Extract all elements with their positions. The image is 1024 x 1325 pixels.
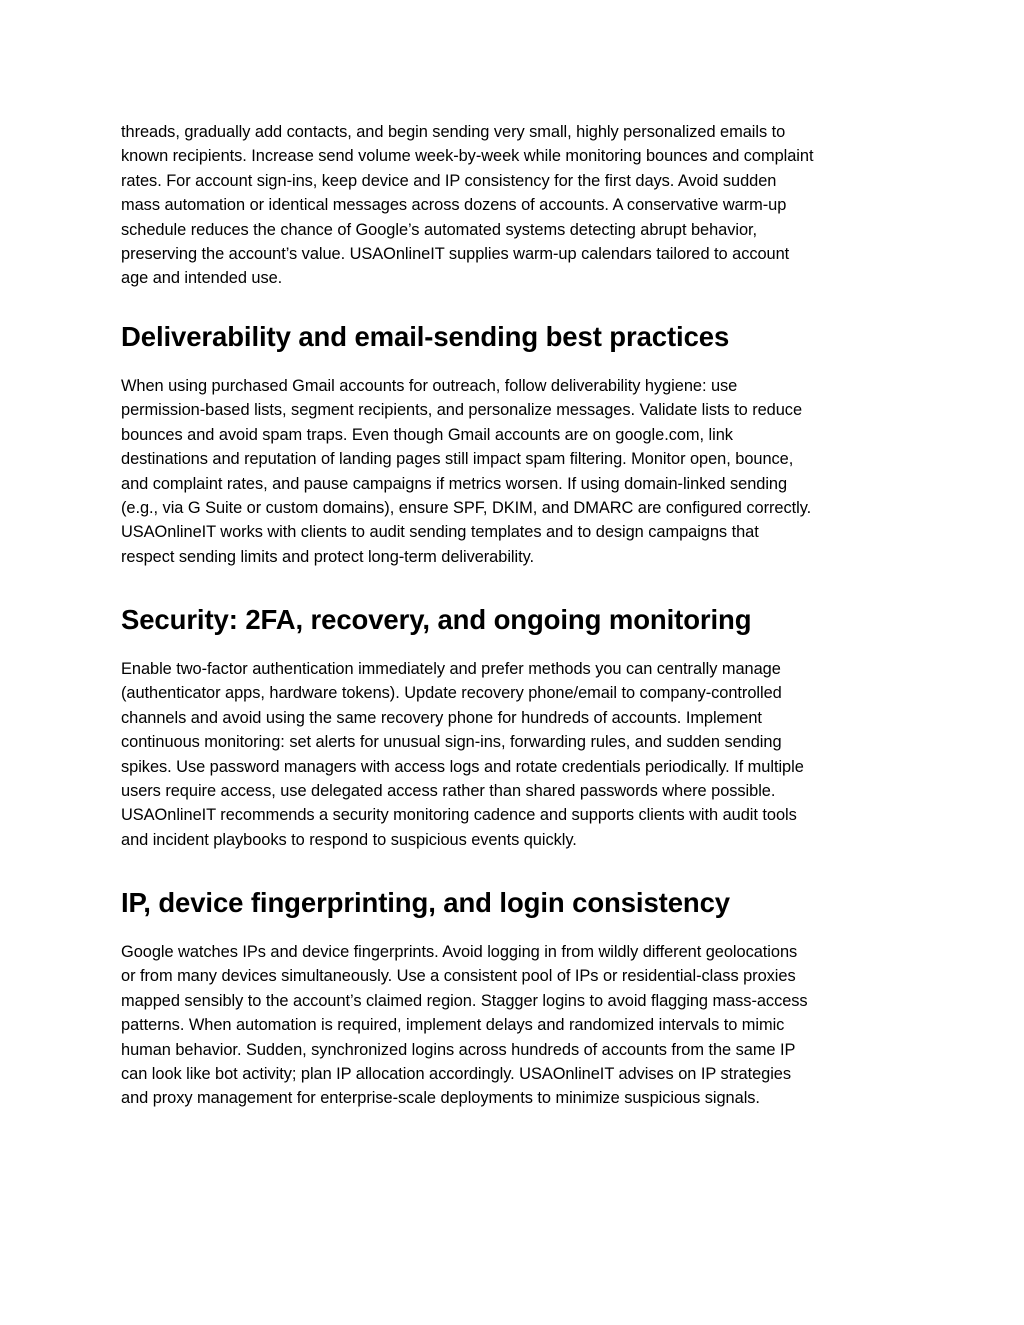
text-line: patterns. When automation is required, implement delays and randomized intervals to mimic (121, 1016, 785, 1035)
text-line: (authenticator apps, hardware tokens). Update recovery phone/email to company-controlled (121, 684, 782, 703)
text-line: Enable two-factor authentication immediately and prefer methods you can centrally manage (121, 660, 781, 678)
text-line: can look like bot activity; plan IP allocation accordingly. USAOnlineIT advises on IP strategies (121, 1065, 792, 1084)
section-ip-fingerprinting (121, 887, 921, 1111)
text-line: age and intended use. (121, 269, 283, 288)
text-line: and incident playbooks to respond to suspicious events quickly. (121, 830, 577, 849)
text-line: users require access, use delegated access rather than shared passwords where possible. (121, 782, 776, 801)
section-heading: Deliverability and email-sending best practices (121, 321, 730, 352)
text-line: USAOnlineIT recommends a security monitoring cadence and supports clients with audit tools (121, 806, 797, 825)
text-line: USAOnlineIT works with clients to audit sending templates and to design campaigns that (121, 523, 759, 542)
text-line: or from many devices simultaneously. Use a consistent pool of IPs or residential-class proxies (121, 967, 796, 986)
section-warm-up-continuation (121, 120, 921, 291)
text-line: respect sending limits and protect long-term deliverability. (121, 547, 535, 566)
section-heading: Security: 2FA, recovery, and ongoing monitoring (121, 604, 752, 635)
section-deliverability (121, 321, 921, 569)
text-line: permission-based lists, segment recipients, and personalize messages. Validate lists to reduce (121, 401, 803, 420)
text-line: known recipients. Increase send volume week-by-week while monitoring bounces and complaint (121, 147, 814, 166)
text-line: threads, gradually add contacts, and begin sending very small, highly personalized emails to (121, 123, 786, 141)
text-line: rates. For account sign-ins, keep device and IP consistency for the first days. Avoid sudden (121, 171, 777, 190)
paragraph (121, 940, 921, 1111)
text-line: mapped sensibly to the account’s claimed region. Stagger logins to avoid flagging mass-access (121, 991, 808, 1010)
paragraph (121, 120, 921, 291)
text-line: spikes. Use password managers with access logs and rotate credentials periodically. If multiple (121, 757, 804, 776)
section-security (121, 604, 921, 852)
text-line: and complaint rates, and pause campaigns if metrics worsen. If using domain-linked sending (121, 474, 788, 493)
text-line: bounces and avoid spam traps. Even though Gmail accounts are on google.com, link (121, 425, 733, 444)
paragraph (121, 657, 921, 852)
paragraph (121, 374, 921, 569)
text-line: human behavior. Sudden, synchronized logins across hundreds of accounts from the same IP (121, 1040, 796, 1059)
text-line: When using purchased Gmail accounts for outreach, follow deliverability hygiene: use (121, 377, 738, 395)
text-line: destinations and reputation of landing pages still impact spam filtering. Monitor open, bounce, (121, 450, 794, 469)
text-line: channels and avoid using the same recovery phone for hundreds of accounts. Implement (121, 708, 762, 727)
section-heading: IP, device fingerprinting, and login consistency (121, 887, 730, 918)
text-line: (e.g., via G Suite or custom domains), ensure SPF, DKIM, and DMARC are configured correctly. (121, 499, 812, 518)
text-line: Google watches IPs and device fingerprints. Avoid logging in from wildly different geolocations (121, 943, 798, 961)
text-line: schedule reduces the chance of Google’s automated systems detecting abrupt behavior, (121, 220, 758, 239)
text-line: continuous monitoring: set alerts for unusual sign-ins, forwarding rules, and sudden sending (121, 733, 782, 752)
text-line: and proxy management for enterprise-scale deployments to minimize suspicious signals. (121, 1089, 760, 1108)
text-line: preserving the account’s value. USAOnlineIT supplies warm-up calendars tailored to account (121, 245, 790, 264)
text-line: mass automation or identical messages across dozens of accounts. A conservative warm-up (121, 196, 787, 215)
